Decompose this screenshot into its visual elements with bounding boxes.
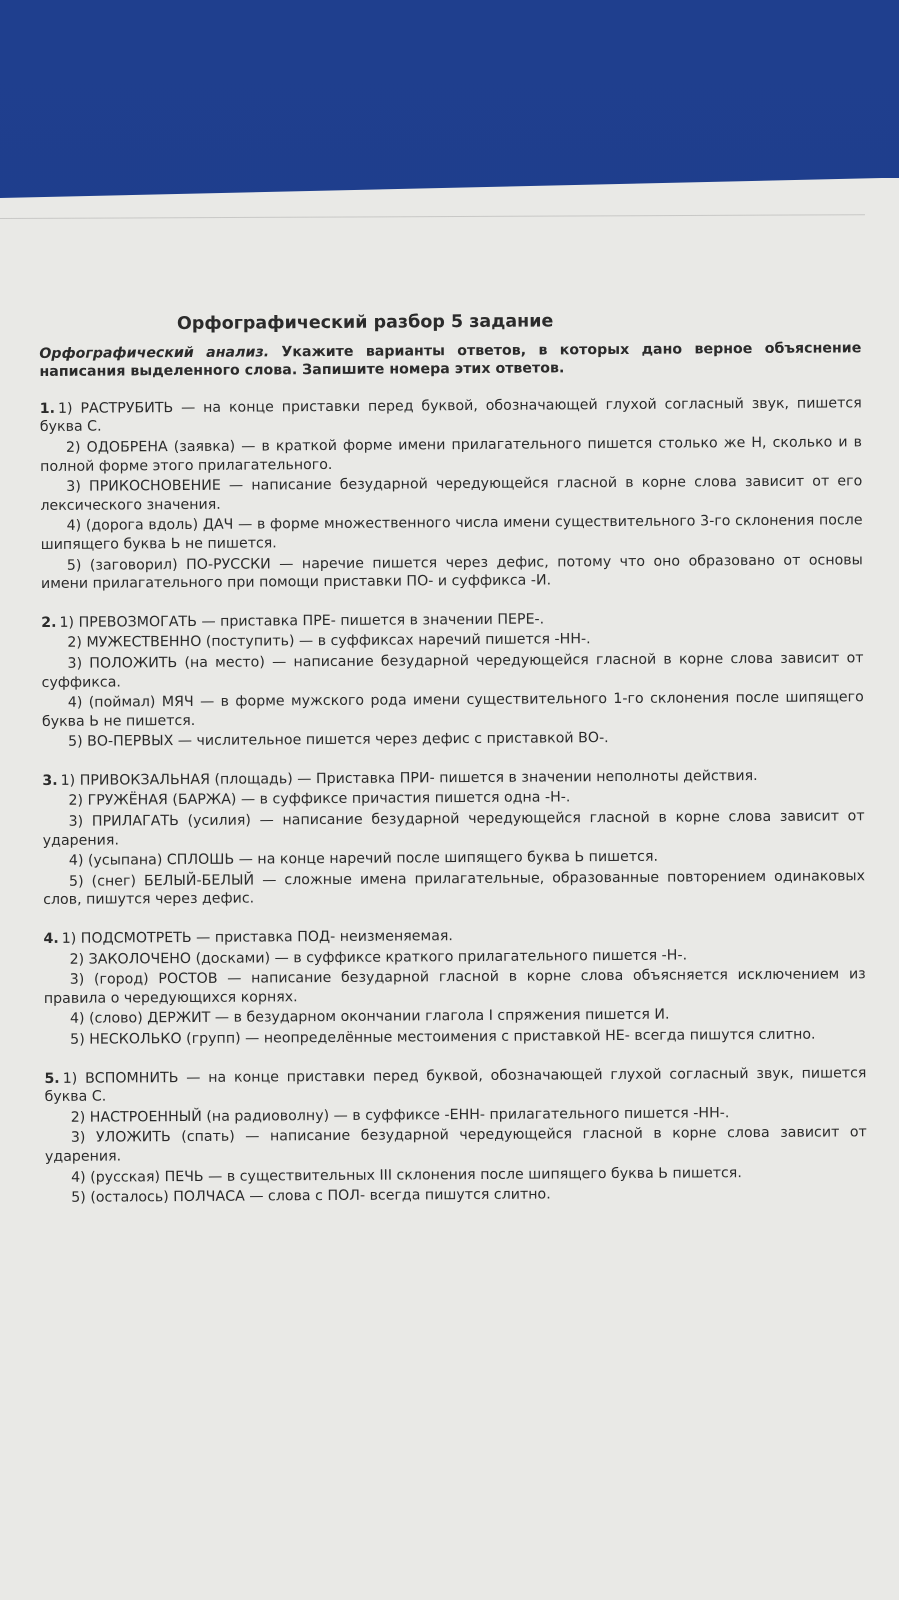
intro-label: Орфографический анализ.	[39, 343, 270, 362]
task-3	[42, 766, 865, 910]
task-option: 2) ГРУЖЁНАЯ (БАРЖА) — в суффиксе причастия пишется одна -Н-.	[68, 789, 571, 810]
option-text: 1) ПРИВОКЗАЛЬНАЯ (площадь) — Приставка ПРИ- пишется в значении неполноты действия.	[60, 767, 758, 789]
option-text: 1) ПОДСМОТРЕТЬ — приставка ПОД- неизменяемая.	[61, 928, 453, 947]
task-option: 3) ПОЛОЖИТЬ (на место) — написание безударной чередующейся гласной в корне слова зависит от суффикса.	[41, 650, 864, 691]
task-option: 2) МУЖЕСТВЕННО (поступить) — в суффиксах наречий пишется -НН-.	[67, 631, 591, 652]
task-option: 5) НЕСКОЛЬКО (групп) — неопределённые местоимения с приставкой НЕ- всегда пишутся слитно.	[70, 1026, 816, 1048]
page-title: Орфографический разбор 5 задание	[176, 311, 554, 335]
task-option: 2) ЗАКОЛОЧЕНО (досками) — в суффиксе краткого прилагательного пишется -Н-.	[69, 947, 688, 968]
task-option: 2) НАСТРОЕННЫЙ (на радиоволну) — в суффиксе -ЕНН- прилагательного пишется -НН-.	[70, 1104, 730, 1126]
task-number: 2.	[41, 614, 57, 631]
task-option	[44, 1064, 866, 1107]
option-text: 1) ВСПОМНИТЬ — на конце приставки перед буквой, обозначающей глухой согласный звук, пишется буква С.	[44, 1064, 867, 1106]
task-1	[40, 394, 863, 594]
option-text: 1) РАСТРУБИТЬ — на конце приставки перед буквой, обозначающей глухой согласный звук, пишется буква С.	[39, 395, 862, 436]
task-option: 3) ПРИКОСНОВЕНИЕ — написание безударной чередующейся гласной в корне слова зависит от его лексического значения.	[40, 473, 863, 514]
task-option: 5) (заговорил) ПО-РУССКИ — наречие пишется через дефис, потому что оно образовано от основы имени прилагательного при помощи приставки ПО- и суффикса -И.	[40, 551, 863, 593]
task-option: 5) (осталось) ПОЛЧАСА — слова с ПОЛ- всегда пишутся слитно.	[71, 1186, 551, 1206]
task-option: 5) (снег) БЕЛЫЙ-БЕЛЫЙ — сложные имена прилагательные, образованные повторением одинаковых слов, пишутся через дефис.	[43, 868, 866, 909]
task-number: 5.	[44, 1070, 60, 1087]
intro-text: Укажите варианты ответов, в которых дано верное объяснение написания выделенного слова. Запишите номера этих ответов.	[39, 339, 862, 381]
task-option: 3) (город) РОСТОВ — написание безударной гласной в корне слова объясняется исключением из правила о чередующихся корнях.	[43, 966, 866, 1007]
task-option: 4) (русская) ПЕЧЬ — в существительных III склонения после шипящего буква Ь пишется.	[71, 1164, 742, 1186]
option-text: 1) ПРЕВОЗМОГАТЬ — приставка ПРЕ- пишется в значении ПЕРЕ-.	[59, 611, 545, 631]
task-2	[41, 608, 864, 752]
task-4	[43, 924, 866, 1049]
task-option: 3) ПРИЛАГАТЬ (усилия) — написание безударной чередующейся гласной в корне слова зависит от ударения.	[42, 808, 865, 849]
task-5	[44, 1064, 867, 1208]
task-number: 4.	[43, 930, 59, 948]
intro-paragraph	[39, 339, 861, 382]
task-option: 3) УЛОЖИТЬ (спать) — написание безударной чередующейся гласной в корне слова зависит от ударения.	[44, 1124, 867, 1165]
task-option: 4) (дорога вдоль) ДАЧ — в форме множественного числа имени существительного 3-го склонения после шипящего буква Ь не пишется.	[40, 512, 863, 553]
task-option: 4) (поймал) МЯЧ — в форме мужского рода имени существительного 1-го склонения после шипящего буква Ь не пишется.	[41, 689, 864, 730]
task-option: 2) ОДОБРЕНА (заявка) — в краткой форме имени прилагательного пишется столько же Н, сколько и в полной форме этого прилагательного.	[40, 434, 863, 475]
task-option: 4) (усыпана) СПЛОШЬ — на конце наречий после шипящего буква Ь пишется.	[68, 848, 659, 870]
task-number: 1.	[39, 400, 56, 417]
task-option: 5) ВО-ПЕРВЫХ — числительное пишется через дефис с приставкой ВО-.	[68, 730, 609, 751]
task-number: 3.	[42, 772, 58, 789]
task-option	[40, 394, 862, 437]
document	[39, 298, 867, 1227]
task-option: 4) (слово) ДЕРЖИТ — в безударном окончании глагола I спряжения пишется И.	[69, 1007, 670, 1028]
